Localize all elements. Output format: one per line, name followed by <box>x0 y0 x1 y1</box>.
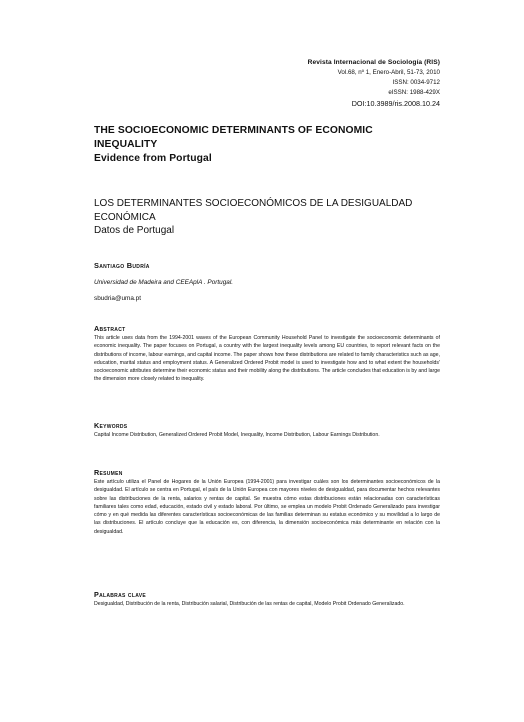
abstract-text: This article uses data from the 1994-2001 waves of the European Community Household Panel to investigate the socioeconomic determinants of economic inequality. The paper focuses on Portugal, a country with the largest inequality levels among EU countries, to report relevant facts on the distributions of income, labour earnings, and capital income. The paper shows how these distributions are related to family characteristics such as age, education, marital status and employment status. A Generalized Ordered Probit model is used to investigate how and to what extent the households' socioeconomic attributes determine their economic status and their mobility along the distributions. The article concludes that education is by and large the dimension more closely related to inequality. <box>94 335 440 383</box>
author-name: Santiago Budría <box>94 261 150 270</box>
palabras-clave-heading: Palabras clave <box>94 590 147 599</box>
journal-info <box>308 58 440 109</box>
title-spanish-line2: ECONÓMICA <box>94 211 156 223</box>
title-english-subtitle: Evidence from Portugal <box>94 153 212 164</box>
resumen-section <box>94 467 440 536</box>
journal-name: Revista Internacional de Sociología (RIS) <box>307 59 440 66</box>
journal-volume: Vol.68, nº 1, Enero-Abril, 51-73, 2010 <box>337 69 440 76</box>
keywords-heading: Keywords <box>94 421 128 430</box>
title-spanish <box>94 197 440 238</box>
journal-doi: DOI:10.3989/ris.2008.10.24 <box>351 99 440 108</box>
abstract-section <box>94 323 440 384</box>
title-english <box>94 124 440 166</box>
palabras-clave-text: Desigualdad, Distribución de la renta, Distribución salarial, Distribución de las rentas de capital, Modelo Probit Ordenado Generalizado. <box>94 601 405 607</box>
resumen-heading: Resumen <box>94 468 123 477</box>
author-email: sbudria@uma.pt <box>94 295 141 302</box>
journal-issn: ISSN: 0034-9712 <box>392 79 440 86</box>
title-english-line1: THE SOCIOECONOMIC DETERMINANTS OF ECONOMIC <box>94 125 373 136</box>
resumen-text: Este artículo utiliza el Panel de Hogares de la Unión Europea (1994-2001) para investigar cuáles son los determinantes socioeconómicos de la desigualdad. El artículo se centra en Portugal, el país de la Unión Europea con mayores niveles de desigualdad, para documentar hechos relevantes sobre las distribuciones de la renta, salarios y rentas de capital. Se muestra cómo estas distribuciones están relacionadas con características familiares tales como edad, educación, estado civil y estado laboral. Por último, se emplea un modelo Probit Ordenado Generalizado para investigar cómo y en qué medida las diferentes características socioeconómicas de las familias determinan su estatus económico y su movilidad a lo largo de las distribuciones. El artículo concluye que la educación es, con diferencia, la dimensión socioeconómica más determinante en relación con la desigualdad. <box>94 479 440 535</box>
keywords-text: Capital Income Distribution, Generalized Ordered Probit Model, Inequality, Income Distribution, Labour Earnings Distribution. <box>94 432 380 438</box>
abstract-heading: Abstract <box>94 324 126 333</box>
author-block <box>94 259 440 305</box>
title-spanish-line1: LOS DETERMINANTES SOCIOECONÓMICOS DE LA DESIGUALDAD <box>94 198 413 209</box>
author-affiliation: Universidad de Madeira and CEEAplA . Portugal. <box>94 279 234 286</box>
palabras-clave-section <box>94 589 440 608</box>
keywords-section <box>94 420 440 439</box>
journal-eissn: eISSN: 1988-429X <box>388 89 440 96</box>
title-english-line2: INEQUALITY <box>94 139 158 150</box>
paper-page <box>94 0 440 722</box>
title-spanish-subtitle: Datos de Portugal <box>94 225 175 236</box>
